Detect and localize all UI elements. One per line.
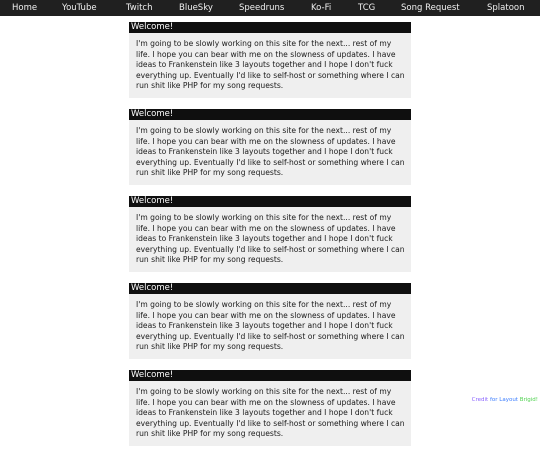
welcome-section bbox=[129, 370, 411, 446]
nav-link-bluesky[interactable]: BlueSky bbox=[179, 3, 213, 13]
section-title: Welcome! bbox=[129, 22, 411, 33]
section-body-text: I'm going to be slowly working on this site for the next... rest of my life. I hope you can bear with me on the slowness of updates. I have ideas to Frankenstein like 3 layouts together and I hope I don't fuck everything up. Eventually I'd like to self-host or something where I can run shit like PHP for my song requests. bbox=[129, 33, 411, 98]
credit-text-part: for Layout bbox=[488, 397, 520, 403]
welcome-section bbox=[129, 109, 411, 185]
nav-link-splatoon[interactable]: Splatoon bbox=[487, 3, 525, 13]
top-navigation-bar bbox=[0, 0, 540, 16]
nav-link-youtube[interactable]: YouTube bbox=[62, 3, 97, 13]
section-title: Welcome! bbox=[129, 283, 411, 294]
credit-author-name: Brigid! bbox=[519, 397, 538, 403]
section-body-text: I'm going to be slowly working on this site for the next... rest of my life. I hope you can bear with me on the slowness of updates. I have ideas to Frankenstein like 3 layouts together and I hope I don't fuck everything up. Eventually I'd like to self-host or something where I can run shit like PHP for my song requests. bbox=[129, 294, 411, 359]
layout-credit-link[interactable] bbox=[472, 397, 538, 403]
welcome-section bbox=[129, 196, 411, 272]
welcome-section bbox=[129, 283, 411, 359]
section-title: Welcome! bbox=[129, 196, 411, 207]
section-title: Welcome! bbox=[129, 370, 411, 381]
section-body-text: I'm going to be slowly working on this site for the next... rest of my life. I hope you can bear with me on the slowness of updates. I have ideas to Frankenstein like 3 layouts together and I hope I don't fuck everything up. Eventually I'd like to self-host or something where I can run shit like PHP for my song requests. bbox=[129, 207, 411, 272]
nav-link-song-request[interactable]: Song Request bbox=[401, 3, 460, 13]
section-title: Welcome! bbox=[129, 109, 411, 120]
main-content-column bbox=[129, 22, 411, 457]
nav-link-home[interactable]: Home bbox=[12, 3, 38, 13]
nav-link-twitch[interactable]: Twitch bbox=[126, 3, 153, 13]
section-body-text: I'm going to be slowly working on this site for the next... rest of my life. I hope you can bear with me on the slowness of updates. I have ideas to Frankenstein like 3 layouts together and I hope I don't fuck everything up. Eventually I'd like to self-host or something where I can run shit like PHP for my song requests. bbox=[129, 120, 411, 185]
credit-text-part: Credit bbox=[471, 397, 489, 403]
section-body-text: I'm going to be slowly working on this site for the next... rest of my life. I hope you can bear with me on the slowness of updates. I have ideas to Frankenstein like 3 layouts together and I hope I don't fuck everything up. Eventually I'd like to self-host or something where I can run shit like PHP for my song requests. bbox=[129, 381, 411, 446]
nav-link-tcg[interactable]: TCG bbox=[358, 3, 376, 13]
nav-link-kofi[interactable]: Ko-Fi bbox=[311, 3, 332, 13]
welcome-section bbox=[129, 22, 411, 98]
nav-link-speedruns[interactable]: Speedruns bbox=[239, 3, 285, 13]
